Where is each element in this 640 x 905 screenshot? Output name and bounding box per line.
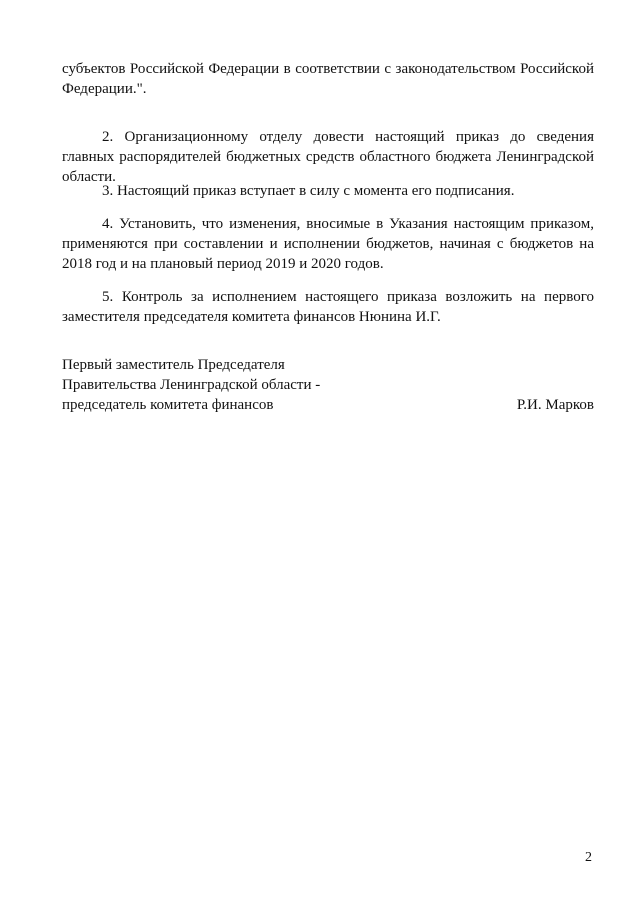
signature-final-line	[62, 395, 594, 415]
paragraph-text: 5. Контроль за исполнением настоящего приказа возложить на первого заместителя председателя комитета финансов Нюнина И.Г.	[62, 289, 594, 325]
paragraph-continuation	[62, 59, 594, 99]
paragraph-5	[62, 287, 594, 327]
page-number: 2	[585, 850, 592, 865]
paragraph-text: 3. Настоящий приказ вступает в силу с момента его подписания.	[102, 183, 515, 199]
paragraph-2	[62, 127, 594, 187]
paragraph-text: субъектов Российской Федерации в соответствии с законодательством Российской Федерации.".	[62, 61, 594, 97]
paragraph-4	[62, 214, 594, 274]
signatory-title-line-1: Первый заместитель Председателя	[62, 357, 285, 373]
paragraph-text: 2. Организационному отделу довести настоящий приказ до сведения главных распорядителей бюджетных средств областного бюджета Ленинградской области.	[62, 129, 594, 185]
signatory-name: Р.И. Марков	[516, 397, 594, 413]
paragraph-text: 4. Установить, что изменения, вносимые в Указания настоящим приказом, применяются при составлении и исполнении бюджетов, начиная с бюджетов на 2018 год и на плановый период 2019 и 2020 годов.	[62, 216, 594, 272]
signatory-title-line-2: Правительства Ленинградской области -	[62, 377, 321, 393]
signatory-title-line-3: председатель комитета финансов	[62, 397, 274, 413]
signature-block	[62, 355, 594, 415]
paragraph-3	[62, 181, 594, 201]
